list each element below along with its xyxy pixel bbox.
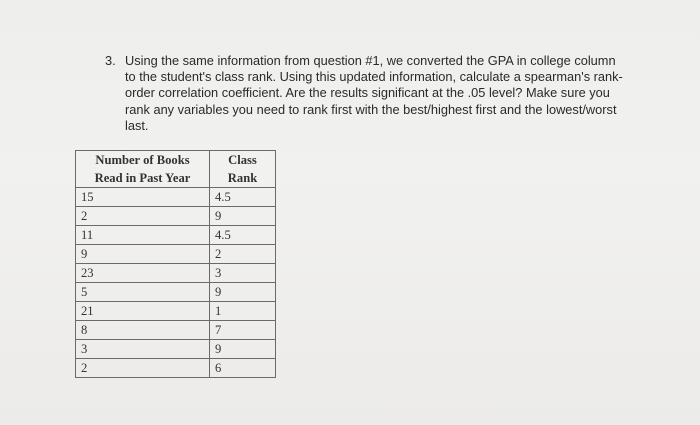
data-table (75, 150, 276, 378)
table-row (76, 340, 276, 359)
question-text: Using the same information from question #1, we converted the GPA in college column to the student's class rank. Using this updated information, calculate a spearman's rank- order correlation coefficient. Are the results significant at the .05 level? Make sure you rank any variables you need to rank first with the best/highest first and the lowest/worst last. (125, 53, 623, 133)
table-row (76, 264, 276, 283)
books-cell: 21 (76, 302, 210, 321)
books-cell: 2 (76, 359, 210, 378)
books-cell: 2 (76, 207, 210, 226)
books-cell: 8 (76, 321, 210, 340)
table-row (76, 283, 276, 302)
table-row (76, 226, 276, 245)
rank-cell: 4.5 (210, 188, 276, 207)
books-cell: 5 (76, 283, 210, 302)
question-block (105, 53, 650, 134)
books-cell: 11 (76, 226, 210, 245)
rank-cell: 6 (210, 359, 276, 378)
books-cell: 9 (76, 245, 210, 264)
table-row (76, 207, 276, 226)
rank-cell: 9 (210, 283, 276, 302)
rank-cell: 1 (210, 302, 276, 321)
header-rank-line1: Class (210, 151, 276, 170)
question-number: 3. (105, 53, 116, 68)
books-cell: 23 (76, 264, 210, 283)
rank-cell: 2 (210, 245, 276, 264)
header-books-line1: Number of Books (76, 151, 210, 170)
books-cell: 15 (76, 188, 210, 207)
rank-cell: 4.5 (210, 226, 276, 245)
table-header-row (76, 169, 276, 188)
rank-cell: 3 (210, 264, 276, 283)
rank-cell: 9 (210, 207, 276, 226)
table-header-row (76, 151, 276, 170)
rank-cell: 7 (210, 321, 276, 340)
table-row (76, 245, 276, 264)
table-row (76, 359, 276, 378)
header-rank-line2: Rank (210, 169, 276, 188)
books-cell: 3 (76, 340, 210, 359)
table-row (76, 321, 276, 340)
table-row (76, 302, 276, 321)
table-row (76, 188, 276, 207)
rank-cell: 9 (210, 340, 276, 359)
header-books-line2: Read in Past Year (76, 169, 210, 188)
